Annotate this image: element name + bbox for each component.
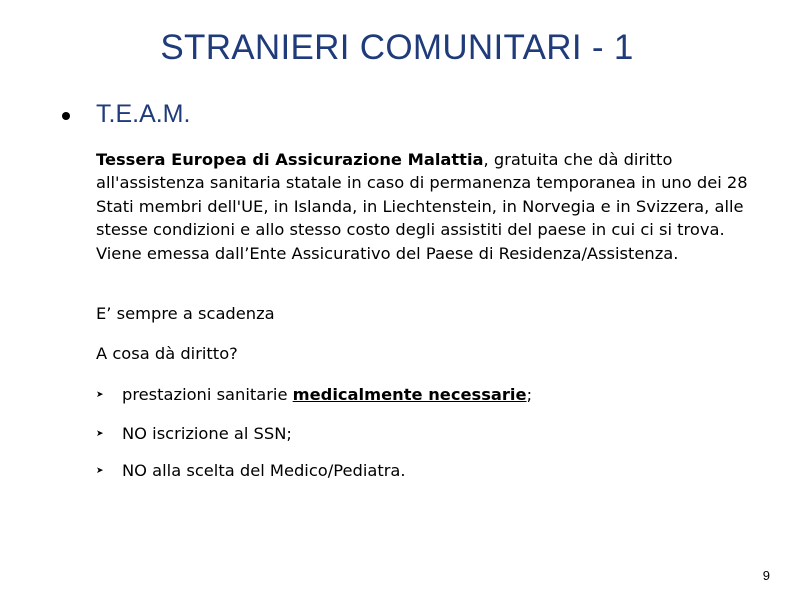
- list-item-text: prestazioni sanitarie medicalmente necessarie;: [122, 385, 533, 404]
- heading-row: [62, 100, 190, 129]
- list-item: [96, 385, 532, 404]
- chevron-right-icon: ➤: [96, 428, 104, 439]
- list-item: [96, 461, 406, 480]
- question-text: A cosa dà diritto?: [96, 344, 238, 363]
- chevron-right-icon: ➤: [96, 465, 104, 476]
- chevron-right-icon: ➤: [96, 389, 104, 400]
- page-number: 9: [762, 568, 770, 583]
- list-item: [96, 424, 292, 443]
- list-item-text: NO iscrizione al SSN;: [122, 424, 292, 443]
- section-heading: T.E.A.M.: [96, 100, 191, 128]
- emphasis-text: medicalmente necessarie: [292, 385, 527, 404]
- bullet-dot-icon: [62, 112, 70, 120]
- description-paragraph: [96, 148, 766, 265]
- list-item-text: NO alla scelta del Medico/Pediatra.: [122, 461, 406, 480]
- bold-term: Tessera Europea di Assicurazione Malattia: [96, 150, 484, 169]
- slide-title: STRANIERI COMUNITARI - 1: [160, 28, 634, 67]
- expiry-note: E’ sempre a scadenza: [96, 304, 275, 323]
- paragraph-text: , gratuita che dà diritto all'assistenza sanitaria statale in caso di permanenza temporanea in uno dei 28 Stati membri dell'UE, in Islanda, in Liechtenstein, in Norvegia e in Svizzera, alle stesse condizioni e allo stesso costo degli assistiti del paese in cui ci si trova. Viene emessa dall’Ente Assicurativo del Paese di Residenza/Assistenza.: [96, 150, 748, 263]
